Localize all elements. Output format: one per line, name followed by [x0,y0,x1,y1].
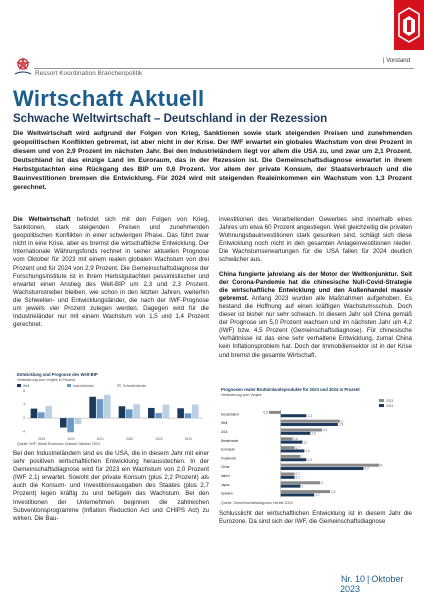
chart1-source: Quelle: IWF, World Economic Outlook Oktober 2023 [17,442,100,446]
chart2-value-label: 2,1 [323,428,328,433]
world-gdp-chart [15,371,207,447]
chart1-legend-label: Schwellenländer [123,384,147,388]
chart2-source: Quelle: Gemeinschaftsdiagnose Herbst 2023 [221,501,293,505]
chart1-x-tick: 2024 [184,437,192,441]
chart1-bar [60,418,67,427]
chart1-bar [133,404,140,418]
chart2-bar [281,484,304,489]
col1-paragraph-1 [13,216,209,329]
igm-logo [394,0,424,50]
chart1-x-tick: 2020 [67,437,75,441]
col2-paragraph-2 [219,271,412,360]
chart2-bar [281,423,338,426]
chart1-subtitle: Veränderung zum Vorjahr in Prozent [17,378,75,382]
chart1-bar [38,412,45,418]
chart1-bar [67,418,74,432]
chart2-category-label: USA [221,430,228,434]
chart2-bar [281,493,315,496]
chart1-bar [75,418,82,424]
chart2-bar [281,458,307,461]
chart1-y-tick: -4 [22,429,25,434]
chart1-bar [163,405,170,419]
gdp-forecast-chart [219,386,412,506]
chart2-bar [281,467,364,470]
chart1-bar [97,399,104,418]
chart2-value-label: 0,6 [293,436,298,441]
footer-separator: | [367,574,370,584]
chart2-value-label: 2,5 [331,489,336,494]
header-rule [34,68,414,69]
chart2-value-label: 1,2 [305,449,310,454]
chart2-bar [269,411,281,414]
chart1-legend-swatch [17,384,21,387]
chart2-bar [281,414,307,417]
chart1-legend-label: Welt [23,384,30,388]
chart2-value-label: 0,7 [295,445,300,450]
chart2-bar [281,454,304,459]
chart1-bar [155,413,162,418]
col1-paragraph-2: Bei den Industrieländern sind es die USA, die in diesem Jahr mit einer sehr positiven wirtschaftlichen Entwicklung herausstechen. In der Gemeinschaftsdiagnose wird für 2023 ein Wachstum von 2,0 Prozent (IWF 2,1) erwartet. Sowohl der private Konsum (plus 2,2 Prozent) als auch die Konsum- und Investitionsausgaben des Staates (plus 2,7 Prozent) legen kräftig zu und befügeln das Wachstum. Bei den Investitionen der Unternehmen beginnen die zahlreichen Subventionsprogramme (Inflation Reduction Act und CHIPS Act) zu wirken. Die Bau- [13,450,209,522]
chart2-value-label: 4,2 [364,466,369,471]
chart1-x-tick: 2021 [96,437,104,441]
chart2-bar [281,446,295,449]
col2-text-2: Anfang 2023 wurden alle Maßnahmen aufgehoben. Es bestand die Hoffnung auf einen kräftigen Wachstumsschub. Doch dieser ist bisher nur sehr schwach. In diesem Jahr soll China gemäß der Prognose um 5,0 Prozent wachsen und im nächsten Jahr um 4,2 (IWF) bzw. 4,5 Prozent (Gemeinschaftsdiagnose). Für chinesische Verhältnisse ist das eine sehr verhaltene Entwicklung, zumal China kein Inflationsproblem hat. Doch der Immobiliensektor ist in der Krise und bremst die gesamte Wirtschaft. [219,294,412,359]
chart2-category-label: Euroraum [221,447,235,452]
chart2-value-label: 1,3 [307,413,312,418]
chart2-category-label: Spanien [221,491,233,496]
col1-text-1: befindet sich mit den Folgen von Krieg, Sanktionen, stark steigenden Preisen und zunehmenden geopolitischen Konflikten in einer schwierigen Phase. Das führt zwar nicht in eine Krise, aber es bremst die wirtschaftliche Entwicklung. Der Internationale Währungsfonds rechnet in seiner aktuellen Prognose vom Oktober für 2023 mit einem realen globalen Wachstum von drei Prozent und für 2024 von 2,9 Prozent. Die Gemeinschaftsdiagnose der Forschungsinstitute ist in ihrem Herbstgutachten pessimistischer und erwartet einen Anstieg des Welt-BIP um 2,3 und 2,3 Prozent. Wachstumstreiber bleiben, wie schon in den letzten Jahren, weiterhin die Schwellen- und Entwicklungsländer, die nach der IWF-Prognose um jeweils vier Prozent zulegen werden. Dagegen wird für die Industrieländer nur mit einem Wachstum von 1,5 und 1,4 Prozent gerechnet. [13,216,209,329]
chart2-bar [281,472,295,475]
issue-number: Nr. 10 [341,574,366,584]
chart1-bar [45,406,52,418]
chart1-x-tick: 2022 [126,437,134,441]
chart2-value-label: 3 [340,419,343,424]
chart2-legend-label: 2024 [386,404,394,408]
chart1-bar [119,406,126,418]
chart2-bar [281,441,303,444]
issue-footer [340,574,424,594]
department-star-icon [13,56,33,78]
col2-text [219,216,412,360]
chart2-category-label: Niederlande [221,438,239,443]
page-title: Wirtschaft Aktuell [13,86,205,111]
chart2-bar [281,476,295,479]
chart1-bar [192,405,199,419]
chart2-bar [281,420,340,423]
chart2-value-label: 2 [321,480,323,485]
col2-paragraph-3: Schlusslicht der wirtschaftlichen Entwicklung ist in diesem Jahr die Eurozone. Da sind sich der IWF, die Gemeinschaftsdiagnose [219,510,412,526]
chart2-subtitle: Veränderung zum Vorjahr [221,393,262,397]
department-name: Ressort Koordination Branchenpolitik [35,70,143,77]
chart1-bar [126,409,133,418]
chart1-legend-label: Industrieländer [73,384,95,388]
chart1-bar [31,409,38,418]
chart2-value-label: 5 [380,463,383,468]
chart2-bar [281,437,293,440]
chart2-legend-swatch [379,404,384,407]
chart1-bar [148,408,155,418]
col1-lead-term: Die Weltwirtschaft [13,216,71,223]
chart1-bar [104,395,111,418]
chart2-bar [281,432,311,435]
chart1-bar [185,413,192,418]
chart2-legend-label: 2023 [386,399,394,403]
chart2-value-label: 1,1 [303,440,308,445]
chart1-title: Entwicklung und Prognose des Welt-BIP [17,372,98,377]
chart1-y-tick: 8 [23,389,25,393]
chart2-value-label: 1 [301,484,304,489]
chart2-value-label: -0,6 [262,410,268,415]
chart2-bar [281,428,322,431]
chart2-value-label: 1,7 [315,493,320,498]
chart1-y-tick: 0 [23,416,25,421]
chart2-category-label: Frankreich [221,456,237,461]
chart1-y-tick: 4 [23,402,25,407]
chart2-category-label: Japan [221,482,230,487]
chart2-bar [281,449,305,452]
chart2-value-label: 2,9 [338,422,344,427]
chart2-value-label: 1,5 [311,431,316,436]
chart2-value-label: 1 [301,454,304,459]
chart2-category-label: Welt [221,421,228,426]
chart1-x-tick: 2023 [155,437,163,441]
lead-paragraph: Die Weltwirtschaft wird aufgrund der Folgen von Krieg, Sanktionen sowie stark steigenden Preisen und zunehmenden geopolitischen Konflikten gebremst, ist aber nicht in der Krise. Der IWF erwartet ein globales Wachstum von drei Prozent in diesem und von 2,9 Prozent im nächsten Jahr. Bei den Industrieländern liegt vor allem die USA zu, und zwar um 2,1 Prozent. Deutschland ist das einzige Land im Euroraum, das in der Rezession ist. Die Gemeinschaftsdiagnose erwartet in ihrem Herbstgutachten eine Rückgang des BIP um 0,6 Prozent. Vor allem der private Konsum, der Staatsverbrauch und die Bauinvestitionen bremsen die Entwicklung. Für 2024 wird mit steigenden Realeinkommen ein Wachstum von 1,3 Prozent gerechnet. [13,130,412,191]
chart2-value-label: 1,3 [307,457,312,462]
chart2-category-label: China [221,465,230,470]
org-label: | Vorstand [383,58,410,64]
chart2-bar [281,481,320,484]
col2-lead-term: China fungierte jahrelang als der Motor der Weltkonjunktur. Seit der Corona-Pandemie hat die chinesische Null-Covid-Strategie die wirtschaftliche Entwicklung und den Außenhandel massiv gebremst. [219,270,412,302]
chart2-value-label: 0,7 [295,472,300,477]
chart1-legend-swatch [67,384,71,387]
issue-date: Oktober 2023 [340,574,404,594]
page-subtitle: Schwache Weltwirtschaft – Deutschland in der Rezession [13,113,328,125]
col2-paragraph-1: investitionen des Verarbeitenden Gewerbes sind innerhalb eines Jahres um etwa 60 Prozent angestiegen. Weil gleichzeitig die privaten Wohnungsbauinvestitionen stark gesunken sind, schlägt sich diese Entwicklung noch nicht in den gesamten Anlageinvestitionen nieder. Die Wachstumserwartungen für die USA fallen für 2024 deutlich schwächer aus. [219,216,412,264]
chart2-category-label: Deutschland [221,412,239,417]
chart1-legend-swatch [117,384,121,387]
chart2-legend-swatch [379,399,384,402]
igm-logo-icon [397,6,421,44]
chart1-bar [89,397,96,418]
chart2-category-label: Italien [221,474,230,478]
chart1-x-tick: 2019 [38,437,46,441]
chart2-value-label: 0,7 [295,475,300,480]
chart1-bar [177,408,184,418]
chart2-title: Prognosen realer Bruttoinlandsprodukte für 2023 und 2024 in Prozent [221,387,360,392]
chart2-bar [281,490,330,493]
